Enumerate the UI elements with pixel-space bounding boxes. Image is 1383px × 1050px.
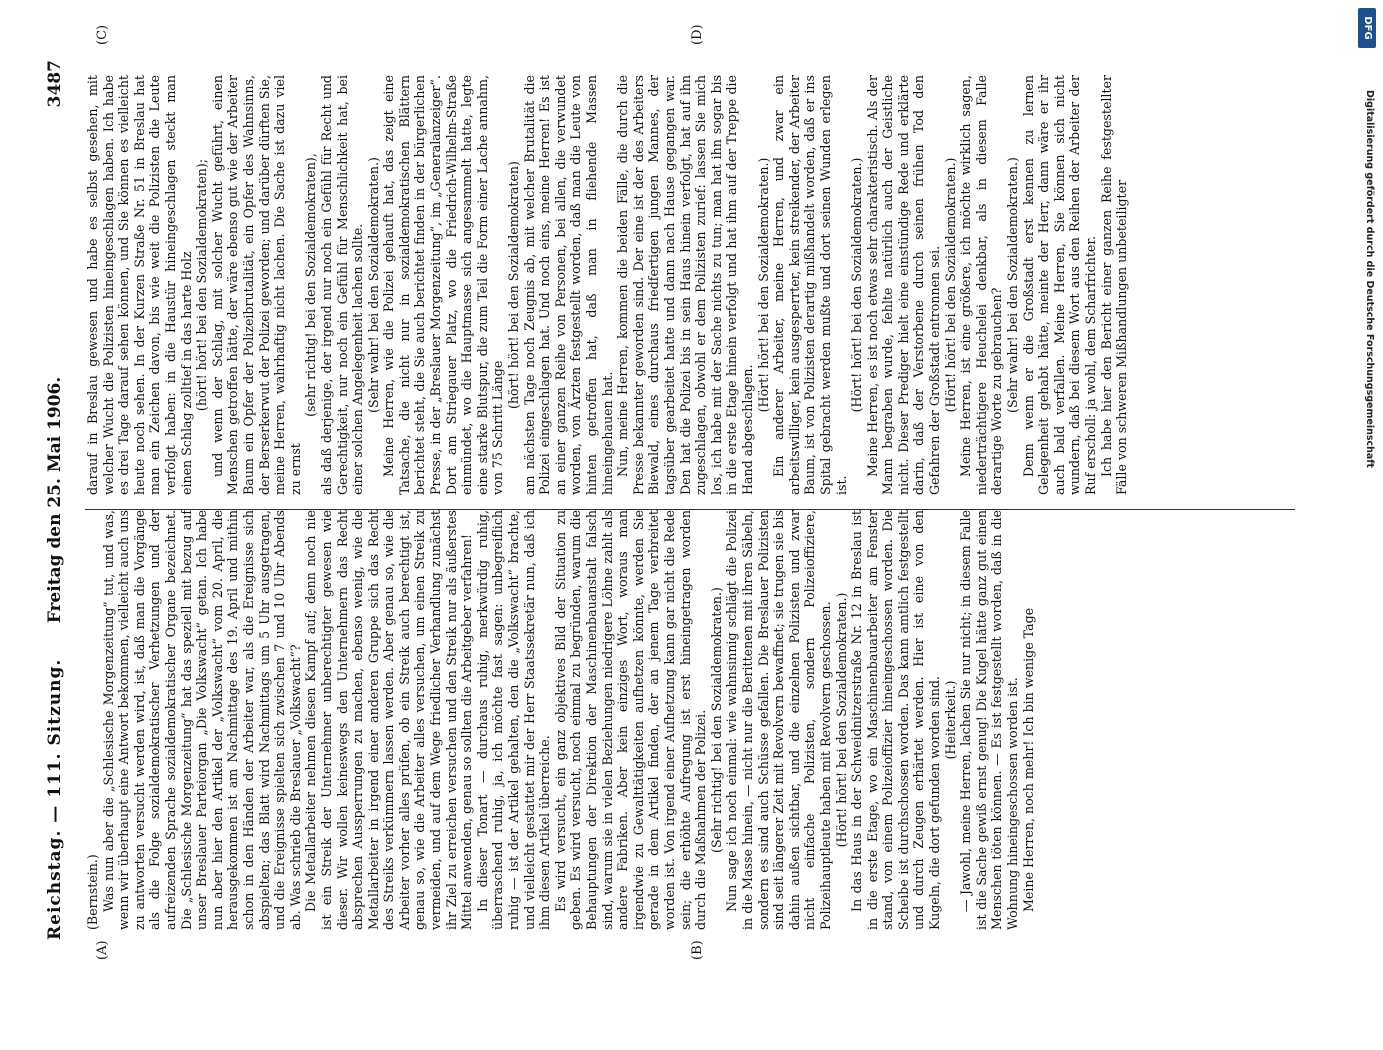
paragraph: am nächsten Tage noch Zeugnis ab, mit welcher Brutalität die Polizei eingeschlagen hat. Und noch eins, meine Herren! Es ist an einer ganzen Reihe von Personen, bei allen, die verwundet worden, von Ärzten festgestellt worden, daß man die Leute von hinten getroffen hat, daß man in fliehende Massen hineingehauen hat. <box>521 75 615 495</box>
header-date: Freitag den 25. Mai 1906. <box>45 376 65 624</box>
paragraph: als daß derjenige, der irgend nur noch ein Gefühl für Recht und Gerechtigkeit, nur noch ein Gefühl für Menschlichkeit hat, bei einer solchen Angelegenheit lachen sollte. <box>318 75 366 495</box>
interjection: (Sehr richtig! bei den Sozialdemokraten.) <box>708 587 724 853</box>
dfg-logo-text: DFG <box>1362 16 1373 40</box>
paragraph: Es wird versucht, ein ganz objektives Bild der Situation zu geben. Es wird versucht, noch einmal zu begründen, warum die Behauptungen der Direktion der Maschinenbauanstalt falsch sind, warum sie in vielen Beziehungen niedrigere Löhne zahlt als andere Fabriken. Aber kein einziges Wort, woraus man irgendwie zu Gewalttätigkeiten aufhetzen könnte, werden Sie gerade in dem Artikel finden, der an jenem Tage verbreitet worden ist. Von irgend einer Aufhetzung kann gar nicht die Rede sein; die erhöhte Aufregung ist erst hineingetragen worden durch die Maßnahmen der Polizei. <box>552 510 709 930</box>
paragraph: In das Haus in der Schweidnitzerstraße Nr. 12 in Breslau ist in die erste Etage, wo ein Maschinenbauarbeiter am Fenster stand, von einem Polizeioffizier hineingeschossen worden. Die Scheibe ist durchschossen worden. Das kann amtlich festgestellt und durch Zeugen erhärtet werden. Hier ist eine von den Kugeln, die dort gefunden worden sind. <box>849 510 943 930</box>
column-divider <box>85 509 1295 510</box>
margin-mark-c: (C) <box>95 24 110 45</box>
interjection: (hört! hört! bei den Sozialdemokraten) <box>506 161 522 409</box>
right-text-column <box>85 75 1295 495</box>
paragraph: Nun sage ich noch einmal: wie wahnsinnig schlägt die Polizei in die Masse hinein, — nicht nur die Berittenen mit ihren Säbeln, sondern es sind auch Schüsse gefallen. Die Breslauer Polizisten sind seit längerer Zeit mit Revolvern bewaffnet; sie trugen sie bis dahin außen sichtbar, und die einzelnen Polizisten und zwar nicht einfache Polizisten, sondern Polizeioffiziere, Polizeihauptleute haben mit Revolvern geschossen. <box>724 510 833 930</box>
paragraph: Meine Herren, ist eine größere, ich möchte wirklich sagen, niederträchtigere Heuchelei denkbar, als in diesem Falle derartige Worte zu gebrauchen? <box>958 75 1005 495</box>
interjection: (Hört! hört! bei den Sozialdemokraten.) <box>833 592 849 848</box>
interjection: (Hört! hört! bei den Sozialdemokraten.) <box>849 157 865 413</box>
header-session: Reichstag. — 111. Sitzung. <box>45 658 65 940</box>
paragraph: (Bernstein.) <box>85 854 100 930</box>
interjection: (hört! hört! bei den Sozialdemokraten); <box>194 158 210 412</box>
interjection: (Sehr wahr! bei den Sozialdemokraten.) <box>365 157 381 413</box>
margin-mark-a: (A) <box>95 940 110 960</box>
left-text-column <box>85 510 1295 930</box>
paragraph: und wenn der Schlag, mit solcher Wucht geführt, einen Menschen getroffen hätte, der wäre ebenso gut wie der Arbeiter Baum ein Opfer der Polizeibrutalität, ein Opfer des Wahnsinns, der Berserkerwut der Polizei geworden; und darüber dürften Sie, meine Herren, wahrhaftig nicht lachen. Die Sache ist dazu viel zu ernst <box>209 75 303 495</box>
paragraph: Meine Herren, wie die Polizei gehauft hat, das zeigt eine Tatsache, die nicht nur in sozialdemokratischen Blättern berichtet steht, die Sie auch berichtet finden in der bürgerlichen Presse, in der „Breslauer Morgenzeitung“, im „Generalanzeiger“. Dort am Striegauer Platz, wo die Friedrich-Wilhelm-Straße einmündet, wo die Hauptmasse sich angesammelt hatte, legte eine starke Blutspur, die zum Teil die Form einer Lache annahm, von 75 Schritt Länge <box>381 75 506 495</box>
paragraph: Nun, meine Herren, kommen die beiden Fälle, die durch die Presse bekannter geworden sind. Der eine ist der des Arbeiters Biewald, eines durchaus friedfertigen jungen Mannes, der tagsüber gearbeitet hatte und dann nach Hause gegangen war. Den hat die Polizei bis in sein Haus hinein verfolgt, hat auf ihn zugeschlagen, obwohl er dem Polizisten zurief: lassen Sie mich los, ich habe mit der Sache nichts zu tun; man hat ihn sogar bis in die erste Etage hinein verfolgt und hat ihm auf der Treppe die Hand abgeschlagen. <box>615 75 755 495</box>
page-number: 3487 <box>45 60 65 108</box>
credit-text: Digitalisierung gefördert durch die Deutsche Forschungsgemeinschaft <box>1364 90 1375 468</box>
paragraph: — Jawohl, meine Herren, lachen Sie nur nicht; in diesem Falle ist die Sache gewiß ernst genug! Die Kugel hätte ganz gut einen Menschen töten können. — Es ist festgestellt worden, daß in die Wohnung hineingeschossen worden ist. <box>958 510 1021 930</box>
paragraph: Was nun aber die „Schlesische Morgenzeitung“ tut, und was, wenn wir überhaupt eine Antwort bekommen, vielleicht auch uns zu antworten versucht werden wird, ist, daß man die Vorgänge als die Folge sozialdemokratischer Verhetzungen und der aufreizenden Sprache sozialdemokratischer Organe bezeichnet. Die „Schlesische Morgenzeitung“ hat das speziell mit bezug auf unser Breslauer Parteiorgan „Die Volkswacht“ getan. Ich habe nun aber hier den Artikel der „Volkswacht“ vom 20. April, die herausgekommen ist am Nachmittage des 19. April und mithin schon in den Händen der Arbeiter war, als die Ereignisse sich abspielten; das Blatt wird Nachmittags um 5 Uhr ausgetragen, und die Ereignisse spielten sich zwischen 7 und 10 Uhr Abends ab. Was schrieb die Breslauer „Volkswacht“? <box>100 510 303 930</box>
digitization-credit <box>1353 20 1379 1000</box>
interjection: (Sehr wahr! bei den Sozialdemokraten.) <box>1005 157 1021 413</box>
interjection: (Heiterkeit.) <box>942 680 958 760</box>
paragraph: Ein anderer Arbeiter, meine Herren, und zwar ein arbeitswilliger, kein ausgesperrter, kein streikender, der Arbeiter Baum, ist von Polizisten derartig mißhandelt worden, daß er ins Spital gebracht werden mußte und dort seinen Wunden erlegen ist. <box>771 75 849 495</box>
margin-mark-d: (D) <box>690 24 705 45</box>
page-header <box>45 60 75 940</box>
paragraph: Ich habe hier den Bericht einer ganzen Reihe festgestellter Fälle von schweren Mißhandlungen unbeteiligter <box>1098 75 1130 495</box>
interjection: (Hört! hört! bei den Sozialdemokraten.) <box>755 157 771 413</box>
paragraph: In dieser Tonart — durchaus ruhig, merkwürdig ruhig, überraschend ruhig, ja, ich möchte fast sagen: unbegreiflich ruhig — ist der Artikel gehalten, den die „Volkswacht“ brachte, und vielleicht gestattet mir der Herr Staatssekretär nun, daß ich ihm diesen Artikel überreiche. <box>474 510 553 930</box>
interjection: (sehr richtig! bei den Sozialdemokraten), <box>303 153 319 417</box>
paragraph: darauf in Breslau gewesen und habe es selbst gesehen, mit welcher Wucht die Polizisten hineingeschlagen haben. Ich habe es drei Tage darauf sehen können, und Sie können es vielleicht heute noch sehen. In der Kurzen Straße Nr. 51 in Breslau hat man ein Zeichen davon, bis wie weit die Polizisten die Leute verfolgt haben: in die Haustür hineingeschlagen steckt man einen Schlag zolltief in das harte Holz <box>85 75 194 495</box>
paragraph: Denn wenn er die Großstadt erst kennen zu lernen Gelegenheit gehabt hätte, meinte der Herr, dann wäre er ihr auch bald verfallen. Meine Herren, Sie können sich nicht wundern, daß bei diesem Wort aus den Reihen der Arbeiter der Ruf erscholl: ja wohl, dem Scharfrichter. <box>1020 75 1098 495</box>
interjection: (Hört! hört! bei den Sozialdemokraten.) <box>942 157 958 413</box>
paragraph: Die Metallarbeiter nehmen diesen Kampf auf; denn noch nie ist ein Streik der Unternehmer unberechtigter gewesen wie dieser. Wir wollen keineswegs den Unternehmern das Recht absprechen Aussperrungen zu machen, ebenso wenig, wie die Metallarbeiter in irgend einer anderen Gruppe sich das Recht des Streiks verkümmern lassen werden. Aber genau so, wie die Arbeiter vorher alles prüfen, ob ein Streik auch berechtigt ist, genau so, wie die Arbeiter alles versuchen, um einen Streik zu vermeiden, und auf dem Wege friedlicher Verhandlung zunächst ihr Ziel zu erreichen versuchen und den Streik nur als äußerstes Mittel anwenden, genau so sollten die Arbeitgeber verfahren! <box>303 510 475 930</box>
paragraph: Meine Herren, es ist noch etwas sehr charakteristisch. Als der Mann begraben wurde, fehlte natürlich auch der Geistliche nicht. Dieser Prediger hielt eine einstündige Rede und erklärte darin, daß der Verstorbene durch seinen frühen Tod den Gefahren der Großstadt entronnen sei. <box>864 75 943 495</box>
paragraph: Meine Herren, noch mehr! Ich bin wenige Tage <box>1020 607 1036 912</box>
margin-mark-b: (B) <box>690 940 705 960</box>
